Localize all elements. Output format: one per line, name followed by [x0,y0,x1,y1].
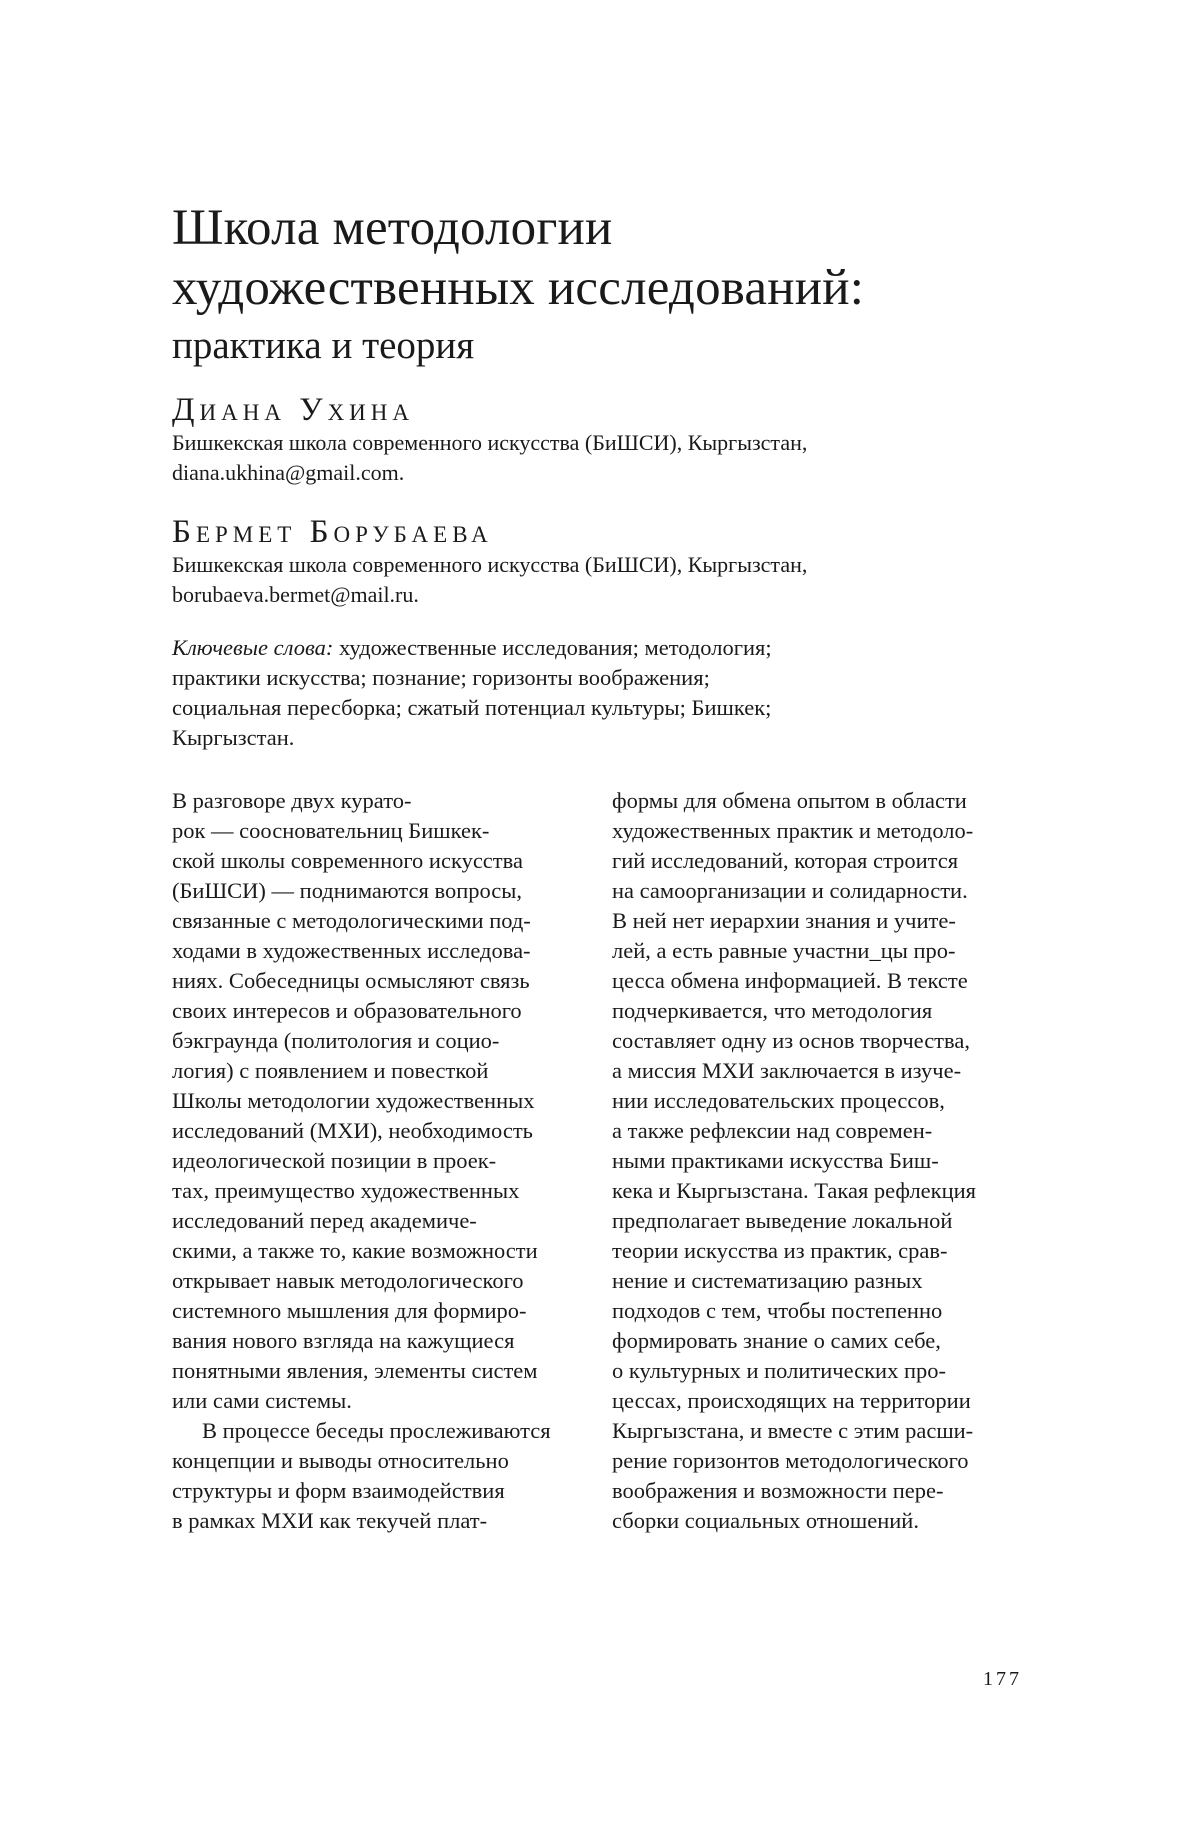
body-text-line: а также рефлексии над современ- [612,1118,933,1143]
body-text-line: рение горизонтов методологического [612,1448,969,1473]
body-text-line: цесса обмена информацией. В тексте [612,968,968,993]
body-text-line: системного мышления для формиро- [172,1298,527,1323]
body-text-line: гий исследований, которая строится [612,848,959,873]
body-text-line: ской школы современного искусства [172,848,523,873]
author-affiliation: Бишкекская школа современного искусства (БиШСИ), Кыргызстан, [172,552,808,577]
body-text-line: В ней нет иерархии знания и учите- [612,908,956,933]
body-text-line: а миссия МХИ заключается в изуче- [612,1058,962,1083]
body-text-line: цессах, происходящих на территории [612,1388,971,1413]
body-text-line: нии исследовательских процессов, [612,1088,945,1113]
body-text-line: (БиШСИ) — поднимаются вопросы, [172,878,523,903]
author-affiliation: Бишкекская школа современного искусства (БиШСИ), Кыргызстан, [172,430,808,455]
body-text-line: структуры и форм взаимодействия [172,1478,505,1503]
body-column-right [612,786,1032,1536]
title-line-3: практика и теория [172,324,475,367]
body-text-line: теории искусства из практик, срав- [612,1238,948,1263]
body-text-line: о культурных и политических про- [612,1358,946,1383]
body-text-line: понятными явления, элементы систем [172,1358,538,1383]
body-text-line: на самоорганизации и солидарности. [612,878,968,903]
body-text-line: подчеркивается, что методология [612,998,933,1023]
body-text-line: ными практиками искусства Биш- [612,1148,939,1173]
body-text-line: сборки социальных отношений. [612,1508,919,1533]
body-text-line: бэкграунда (политология и социо- [172,1028,500,1053]
author-block-1 [172,392,972,488]
body-column-left [172,786,602,1536]
body-text-line: исследований (МХИ), необходимость [172,1118,533,1143]
body-text-line: нение и систематизацию разных [612,1268,923,1293]
body-text-line: лей, а есть равные участни_цы про- [612,938,956,963]
article-title [172,198,1072,372]
author-email: borubaeva.bermet@mail.ru. [172,582,419,607]
author-email: diana.ukhina@gmail.com. [172,460,405,485]
author-block-2 [172,514,972,610]
body-text-line: открывает навык методологического [172,1268,524,1293]
body-text-line: предполагает выведение локальной [612,1208,953,1233]
page-number: 177 [983,1668,1022,1690]
body-text-line: художественных практик и методоло- [612,818,974,843]
body-text-line: связанные с методологическими под- [172,908,531,933]
keywords-paragraph [172,633,812,753]
body-text-line: формы для обмена опытом в области [612,788,967,813]
body-text-line: исследований перед академиче- [172,1208,477,1233]
body-text-line: воображения и возможности пере- [612,1478,944,1503]
body-text-line: тах, преимущество художественных [172,1178,520,1203]
body-text-line: скими, а также то, какие возможности [172,1238,538,1263]
body-text-line: формировать знание о самих себе, [612,1328,941,1353]
body-text-line: ходами в художественных исследова- [172,938,531,963]
author-name: Бермет Борубаева [172,514,493,550]
title-line-2: художественных исследований: [172,260,865,316]
body-text-line: в рамках МХИ как текучей плат- [172,1508,488,1533]
body-text-line: ниях. Собеседницы осмысляют связь [172,968,530,993]
body-text-line: В процессе беседы прослеживаются [202,1418,551,1443]
body-text-line: вания нового взгляда на кажущиеся [172,1328,515,1353]
body-text-line: или сами системы. [172,1388,352,1413]
body-text-line: идеологической позиции в проек- [172,1148,497,1173]
body-text-line: В разговоре двух курато- [172,788,412,813]
body-text-line: Кыргызстана, и вместе с этим расши- [612,1418,974,1443]
title-line-1: Школа методологии [172,200,613,256]
body-text-line: кека и Кыргызстана. Такая рефлекция [612,1178,977,1203]
body-text-line: подходов с тем, чтобы постепенно [612,1298,943,1323]
keywords-label: Ключевые слова: [172,635,334,660]
body-text-line: своих интересов и образовательного [172,998,522,1023]
body-text-line: логия) с появлением и повесткой [172,1058,489,1083]
body-text-line: Школы методологии художественных [172,1088,535,1113]
author-name: Диана Ухина [172,392,415,428]
body-text-line: рок — соосновательниц Бишкек- [172,818,490,843]
keywords-text: художественные исследования; методология; практики искусства; познание; горизонты воображения; социальная пересборка; сжатый потенциал культуры; Бишкек; Кыргызстан. [172,635,772,750]
body-text-line: концепции и выводы относительно [172,1448,509,1473]
body-text-line: составляет одну из основ творчества, [612,1028,970,1053]
